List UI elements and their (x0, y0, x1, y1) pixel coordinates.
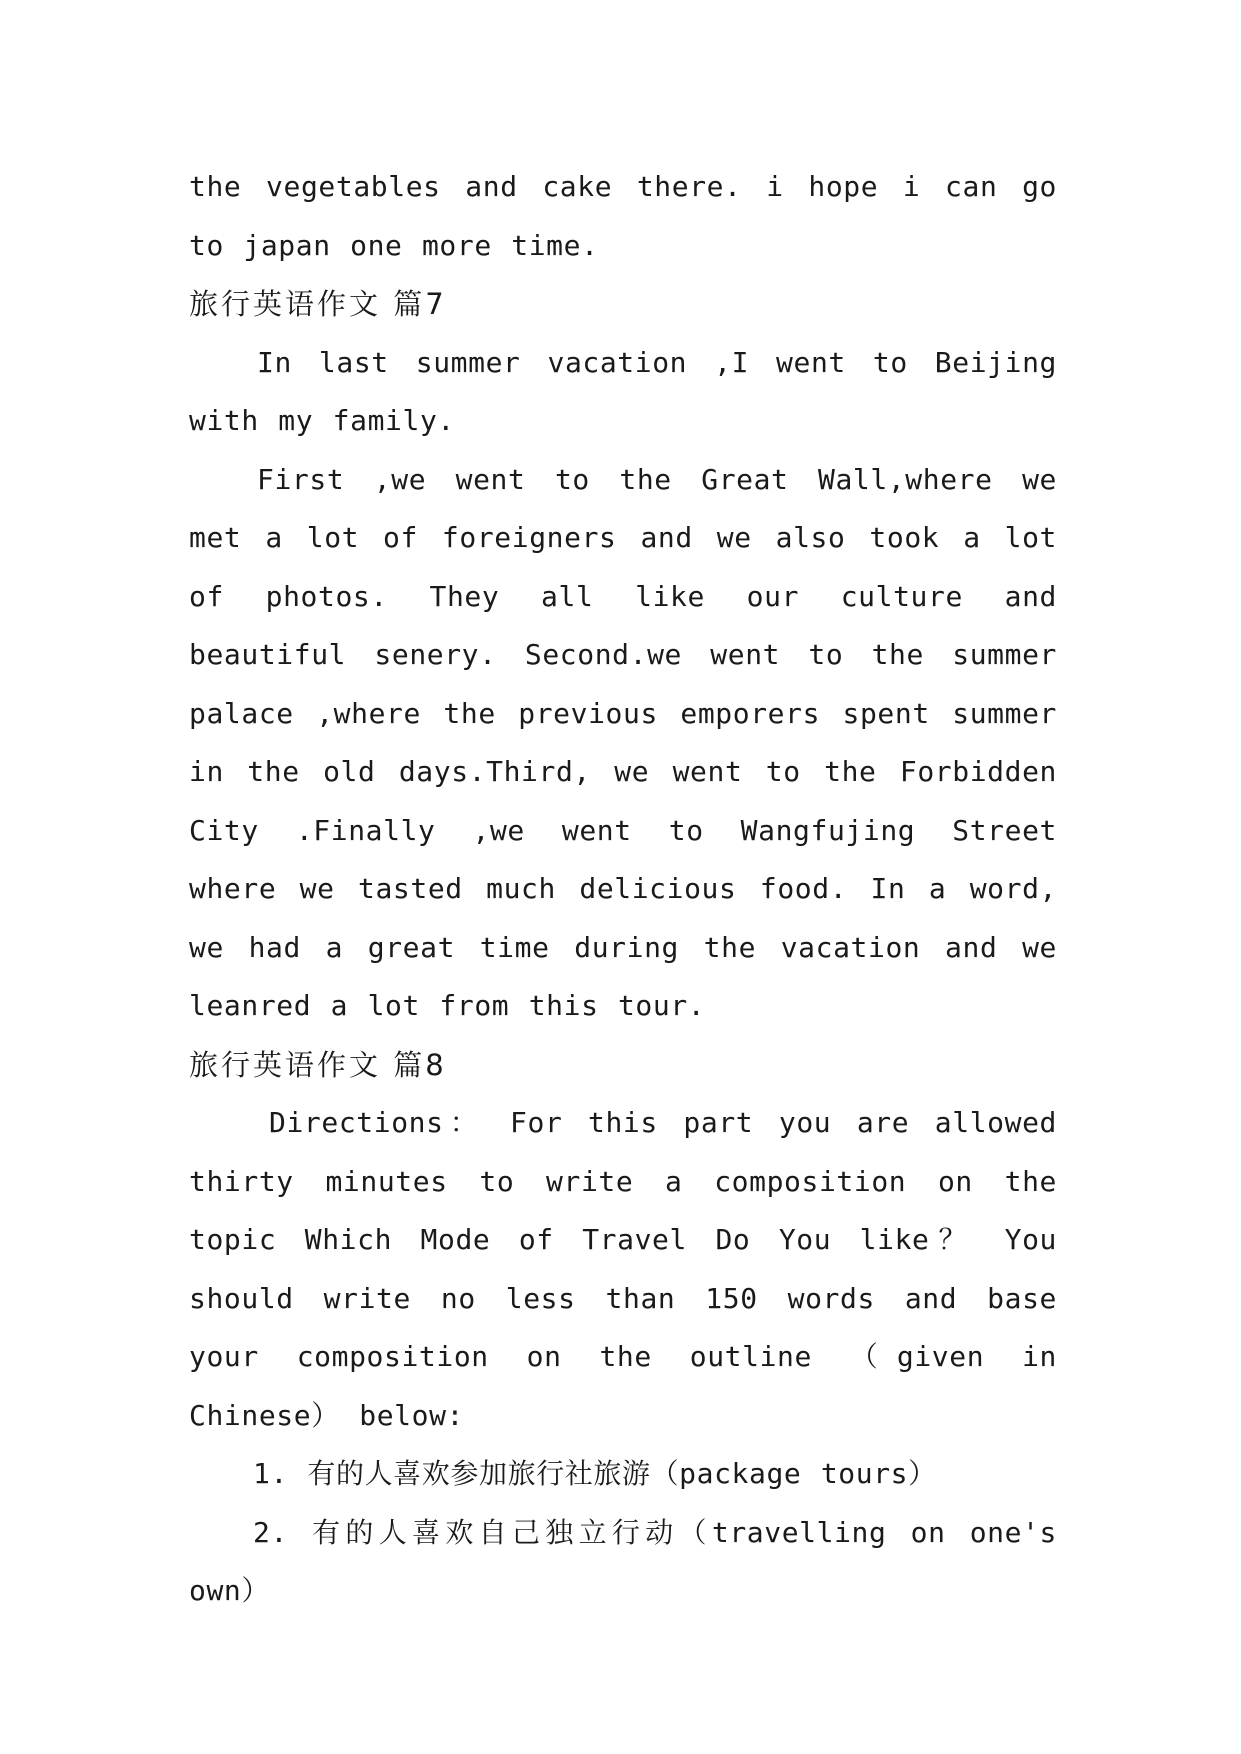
section-heading: 旅行英语作文 篇7 (189, 287, 447, 321)
paragraph: First ,we went to the Great Wall,where we met a lot of foreigners and we also took a lot of photos. They all like our culture and beautiful senery. Second.we went to the summer palace ,where the previous emporers spent summer in the old days.Third, we went to the Forbidden City .Finally ,we went to Wangfujing Street where we tasted much delicious food. In a word, we had a great time during the vacation and we leanred a lot from this tour. (189, 462, 1057, 1022)
paragraph: Directions： For this part you are allowed thirty minutes to write a composition on the topic Which Mode of Travel Do You like？ You should write no less than 150 words and base your composition on the outline （given in Chinese） below: (189, 1106, 1057, 1432)
paragraph: the vegetables and cake there. i hope i can go to japan one more time. (189, 170, 1057, 262)
list-item: 1. 有的人喜欢参加旅行社旅游（package tours） (253, 1457, 937, 1490)
list-item: 2. 有的人喜欢自己独立行动（travelling on one's own） (189, 1515, 1057, 1607)
section-heading: 旅行英语作文 篇8 (189, 1047, 447, 1082)
paragraph: In last summer vacation ,I went to Beijing with my family. (189, 345, 1057, 437)
document-body (189, 158, 1057, 1621)
